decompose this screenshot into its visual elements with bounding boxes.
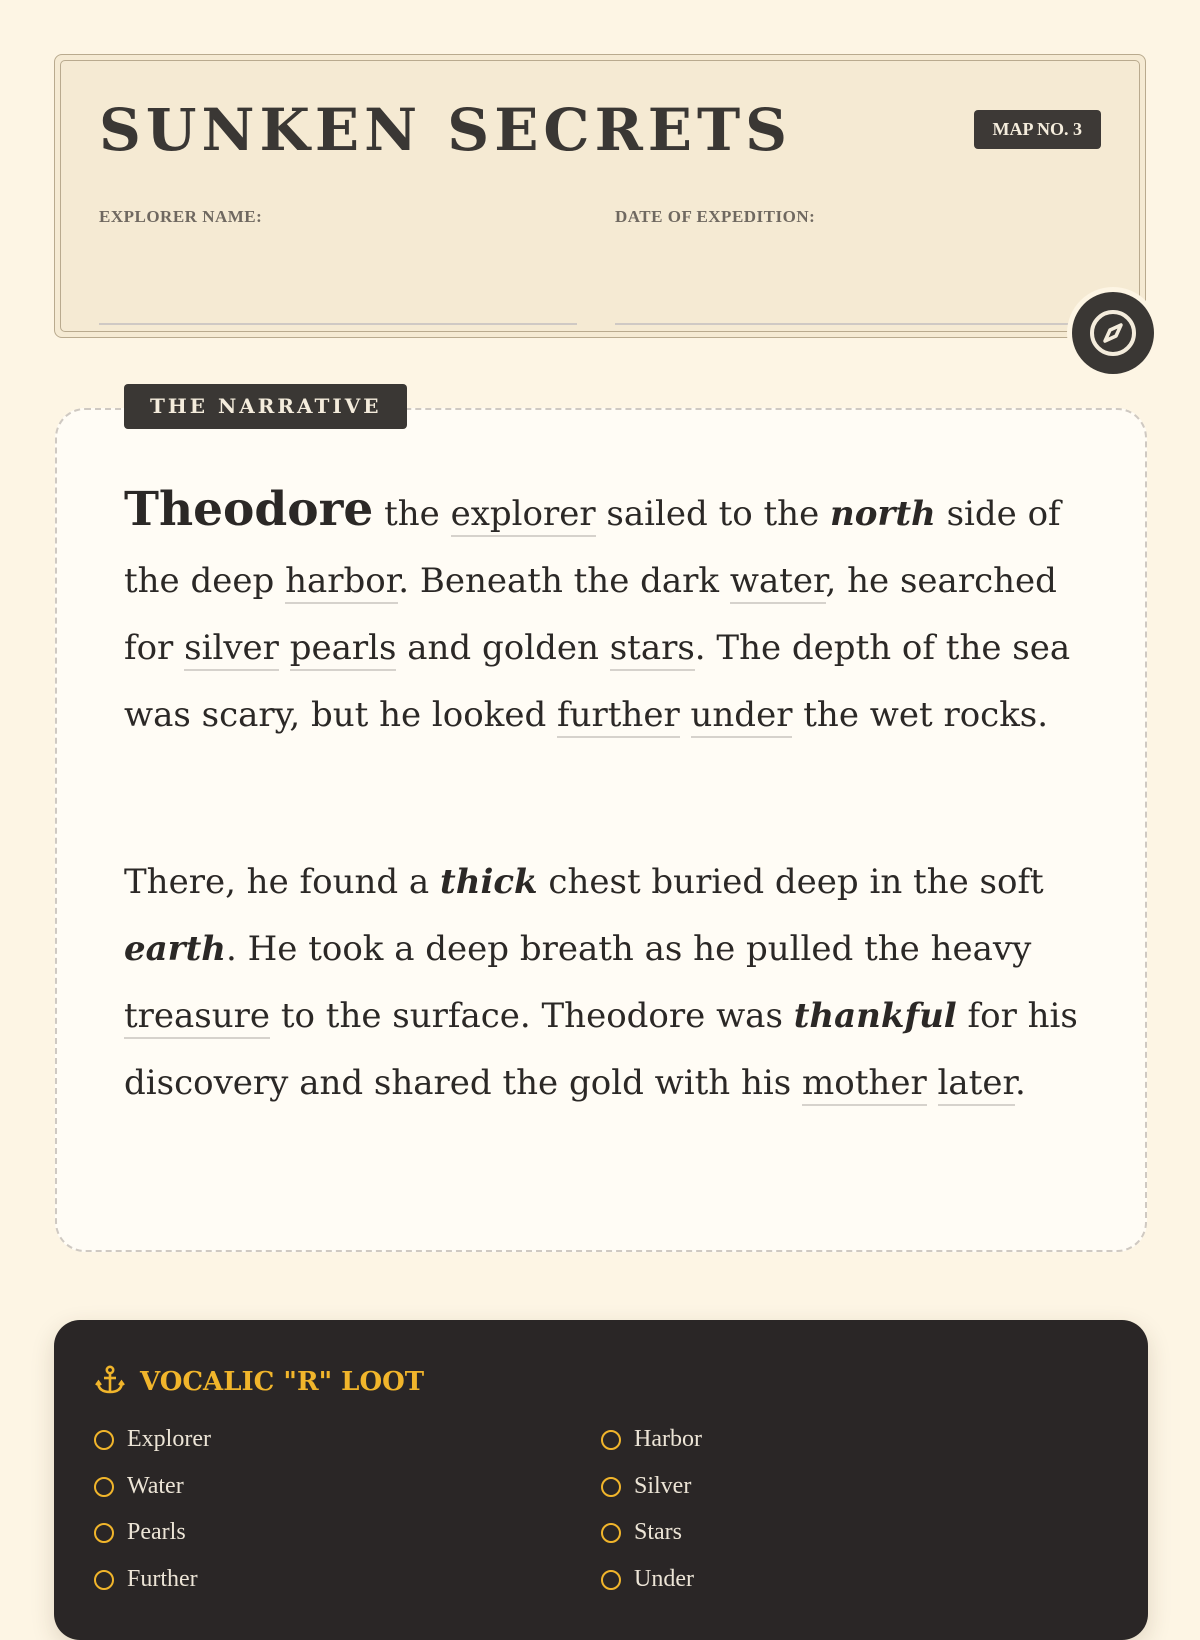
map-number-badge: MAP NO. 3 bbox=[974, 110, 1102, 149]
story-text: chest buried deep in the soft bbox=[537, 862, 1044, 902]
emphasis-word: thick bbox=[440, 862, 538, 902]
target-word: silver bbox=[184, 628, 279, 671]
page-title: SUNKEN SECRETS bbox=[99, 96, 793, 164]
target-word: treasure bbox=[124, 996, 270, 1039]
narrative-paragraph-1 bbox=[124, 476, 1084, 749]
explorer-name-input[interactable] bbox=[99, 287, 577, 325]
story-text: and golden bbox=[396, 628, 610, 668]
story-text: , he searched for bbox=[124, 561, 1057, 668]
expedition-date-label: DATE OF EXPEDITION: bbox=[615, 207, 816, 226]
radio-circle-icon[interactable] bbox=[601, 1477, 621, 1497]
story-text: side of the deep bbox=[124, 494, 1061, 601]
story-text: sailed to the bbox=[595, 494, 831, 534]
loot-item[interactable] bbox=[601, 1473, 691, 1500]
loot-heading bbox=[94, 1364, 424, 1400]
target-word: explorer bbox=[451, 494, 596, 537]
radio-circle-icon[interactable] bbox=[601, 1430, 621, 1450]
loot-item-label: Harbor bbox=[634, 1426, 702, 1452]
compass-icon bbox=[1072, 292, 1154, 374]
emphasis-word: thankful bbox=[793, 996, 957, 1036]
story-text: . bbox=[1014, 1063, 1026, 1103]
loot-item[interactable] bbox=[601, 1519, 682, 1546]
story-text bbox=[927, 1063, 938, 1103]
narrative-paragraph-2 bbox=[124, 849, 1084, 1117]
loot-title: VOCALIC "R" LOOT bbox=[140, 1367, 425, 1397]
story-text: for his discovery and shared the gold with his bbox=[124, 996, 1078, 1103]
loot-item[interactable] bbox=[601, 1566, 694, 1593]
story-word-name: Theodore bbox=[124, 482, 374, 537]
story-text: to the surface. Theodore was bbox=[270, 996, 794, 1036]
loot-panel bbox=[54, 1320, 1148, 1640]
loot-item[interactable] bbox=[94, 1519, 186, 1546]
target-word: mother bbox=[802, 1063, 927, 1106]
radio-circle-icon[interactable] bbox=[94, 1570, 114, 1590]
loot-item[interactable] bbox=[601, 1426, 702, 1453]
emphasis-word: earth bbox=[124, 929, 226, 969]
story-text bbox=[279, 628, 290, 668]
story-text: the wet rocks. bbox=[792, 695, 1049, 735]
target-word: water bbox=[730, 561, 826, 604]
target-word: pearls bbox=[290, 628, 397, 671]
target-word: under bbox=[691, 695, 793, 738]
radio-circle-icon[interactable] bbox=[94, 1430, 114, 1450]
explorer-name-label: EXPLORER NAME: bbox=[99, 207, 263, 226]
radio-circle-icon[interactable] bbox=[94, 1523, 114, 1543]
loot-item-label: Stars bbox=[634, 1519, 682, 1545]
loot-item[interactable] bbox=[94, 1473, 184, 1500]
story-text: . He took a deep breath as he pulled the heavy bbox=[226, 929, 1032, 969]
target-word: harbor bbox=[285, 561, 398, 604]
story-text: the bbox=[373, 494, 451, 534]
target-word: further bbox=[557, 695, 680, 738]
story-text bbox=[680, 695, 691, 735]
story-text: There, he found a bbox=[124, 862, 441, 902]
worksheet-header-card bbox=[54, 54, 1146, 338]
loot-item-label: Silver bbox=[634, 1473, 692, 1499]
radio-circle-icon[interactable] bbox=[94, 1477, 114, 1497]
loot-item-label: Water bbox=[127, 1473, 184, 1499]
loot-item-label: Under bbox=[634, 1566, 694, 1592]
story-text: . The depth of the sea was scary, but he looked bbox=[124, 628, 1071, 735]
expedition-date-input[interactable] bbox=[615, 287, 1093, 325]
emphasis-word: north bbox=[830, 494, 936, 534]
radio-circle-icon[interactable] bbox=[601, 1523, 621, 1543]
loot-item-label: Pearls bbox=[127, 1519, 186, 1545]
anchor-icon bbox=[94, 1364, 126, 1400]
story-text: . Beneath the dark bbox=[398, 561, 730, 601]
loot-item-label: Explorer bbox=[127, 1426, 211, 1452]
loot-item-label: Further bbox=[127, 1566, 198, 1592]
target-word: stars bbox=[610, 628, 695, 671]
target-word: later bbox=[938, 1063, 1015, 1106]
loot-item[interactable] bbox=[94, 1566, 198, 1593]
radio-circle-icon[interactable] bbox=[601, 1570, 621, 1590]
narrative-tag: THE NARRATIVE bbox=[124, 384, 407, 429]
loot-item[interactable] bbox=[94, 1426, 211, 1453]
